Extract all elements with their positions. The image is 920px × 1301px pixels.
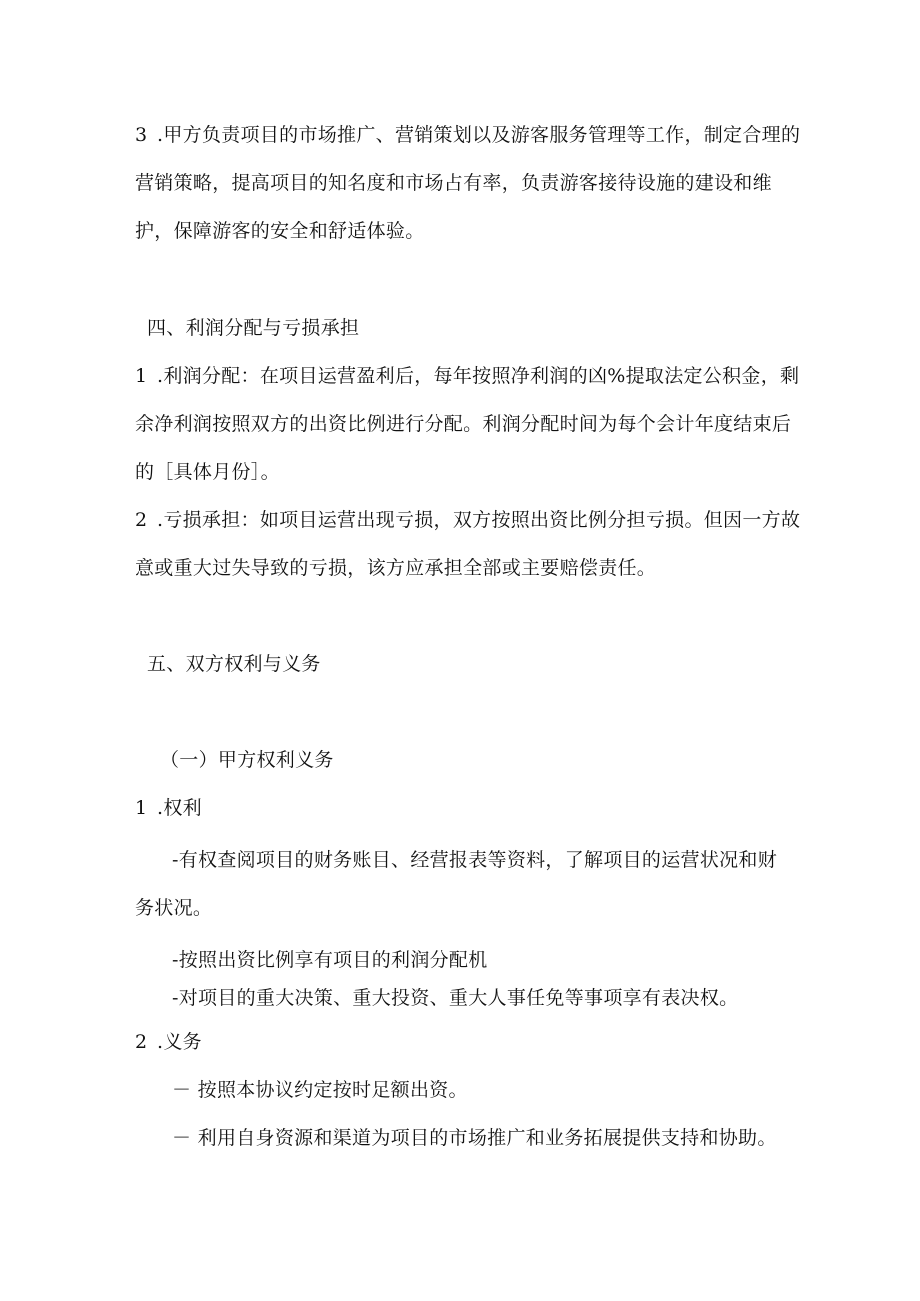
party-a-subheading: （一）甲方权利义务 <box>160 749 334 771</box>
obligations-number: 2 <box>135 1031 148 1053</box>
profit-distribution-line-1 <box>135 364 799 388</box>
rights-item-2: -按照出资比例享有项目的利润分配机 <box>172 949 488 971</box>
profit-distribution-text-1: .利润分配：在项目运营盈利后，每年按照净利润的凶%提取法定公积金，剩 <box>157 365 800 387</box>
profit-distribution-line-2: 余净利润按照双方的出资比例进行分配。利润分配时间为每个会计年度结束后 <box>135 413 792 435</box>
rights-item-1-line-2: 务状况。 <box>135 897 213 919</box>
rights-heading <box>135 796 202 820</box>
profit-distribution-number: 1 <box>135 365 148 387</box>
obligations-heading <box>135 1030 202 1054</box>
loss-bearing-number: 2 <box>135 509 148 531</box>
item-3-line-3: 护，保障游客的安全和舒适体验。 <box>135 220 425 242</box>
item-3-line-1 <box>135 123 800 147</box>
loss-bearing-text-1: .亏损承担：如项目运营出现亏损，双方按照出资比例分担亏损。但因一方故 <box>157 509 801 531</box>
item-3-line-2: 营销策略，提高项目的知名度和市场占有率，负责游客接待设施的建设和维 <box>135 172 772 194</box>
rights-number: 1 <box>135 797 148 819</box>
obligations-title: .义务 <box>157 1031 202 1053</box>
rights-item-1-line-1: -有权查阅项目的财务账目、经营报表等资料，了解项目的运营状况和财 <box>172 849 778 871</box>
obligations-item-2: － 利用自身资源和渠道为项目的市场推广和业务拓展提供支持和协助。 <box>172 1127 777 1149</box>
loss-bearing-line-1 <box>135 508 800 532</box>
section-4-heading: 四、利润分配与亏损承担 <box>147 317 360 339</box>
obligations-item-1: － 按照本协议约定按时足额出资。 <box>172 1079 468 1101</box>
item-3-number: 3 <box>135 124 148 146</box>
loss-bearing-line-2: 意或重大过失导致的亏损，该方应承担全部或主要赔偿责任。 <box>135 557 657 579</box>
rights-item-3: -对项目的重大决策、重大投资、重大人事任免等事项享有表决权。 <box>172 987 739 1009</box>
rights-title: .权利 <box>157 797 202 819</box>
section-5-heading: 五、双方权利与义务 <box>147 653 321 675</box>
profit-distribution-line-3: 的［具体月份］。 <box>135 461 280 483</box>
item-3-text-1: .甲方负责项目的市场推广、营销策划以及游客服务管理等工作，制定合理的 <box>157 124 801 146</box>
